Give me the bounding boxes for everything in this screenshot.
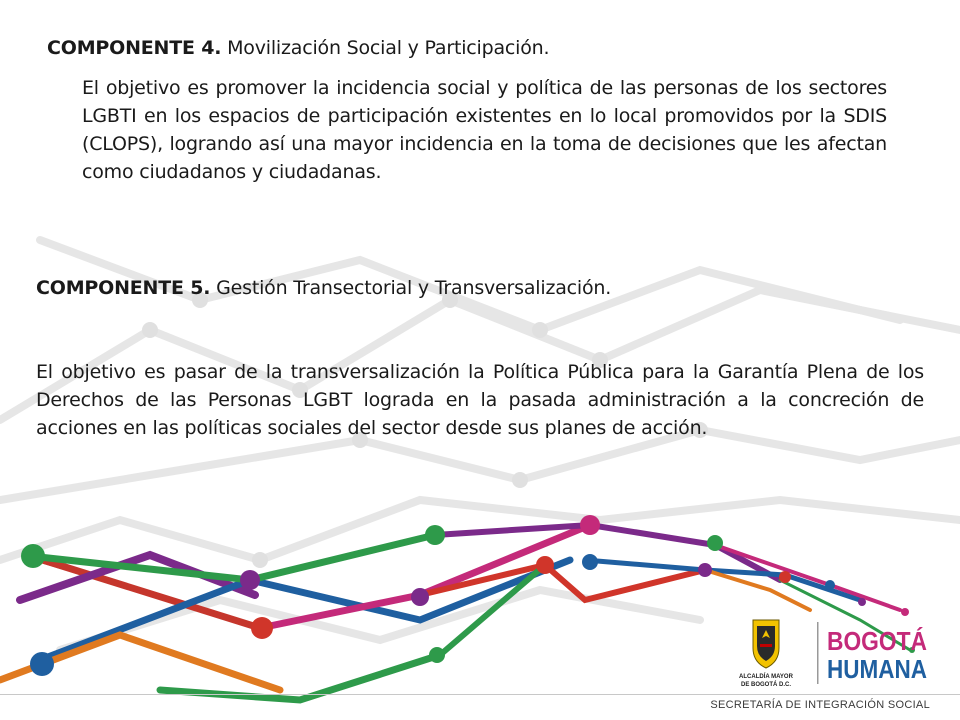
logo-divider: [817, 622, 819, 684]
brand-line-1: BOGOTÁ: [827, 626, 928, 656]
component-4-label: COMPONENTE 4.: [47, 37, 222, 59]
component-5-label: COMPONENTE 5.: [36, 277, 211, 299]
component-4-description: El objetivo es promover la incidencia social y política de las personas de los sectores LGBTI en los espacios de participación existentes en lo local promovidos por la SDIS (CLOPS), logrando así una mayor incidencia en la toma de decisiones que les afectan como ciudadanos y ciudadanas.: [82, 77, 887, 183]
brand-line-2: HUMANA: [827, 654, 928, 684]
component-5-title: Gestión Transectorial y Transversalización.: [210, 277, 612, 299]
crest-caption-line-2: DE BOGOTÁ D.C.: [740, 682, 792, 688]
component-5-description: El objetivo es pasar de la transversalización la Política Pública para la Garantía Plena de los Derechos de las Personas LGBT lograda en la pasada administración a la concreción de acciones en las políticas sociales del sector desde sus planes de acción.: [36, 361, 924, 439]
footer-divider: [0, 694, 960, 695]
footer-secretaria: SECRETARÍA DE INTEGRACIÓN SOCIAL: [710, 699, 930, 711]
logos-block: [735, 614, 935, 692]
component-4-title: Movilización Social y Participación.: [221, 37, 550, 59]
component-5-heading: [36, 276, 611, 300]
bogota-crest-icon: [753, 620, 779, 668]
crest-caption-line-1: ALCALDÍA MAYOR: [739, 674, 793, 680]
component-4-heading: [47, 36, 549, 60]
